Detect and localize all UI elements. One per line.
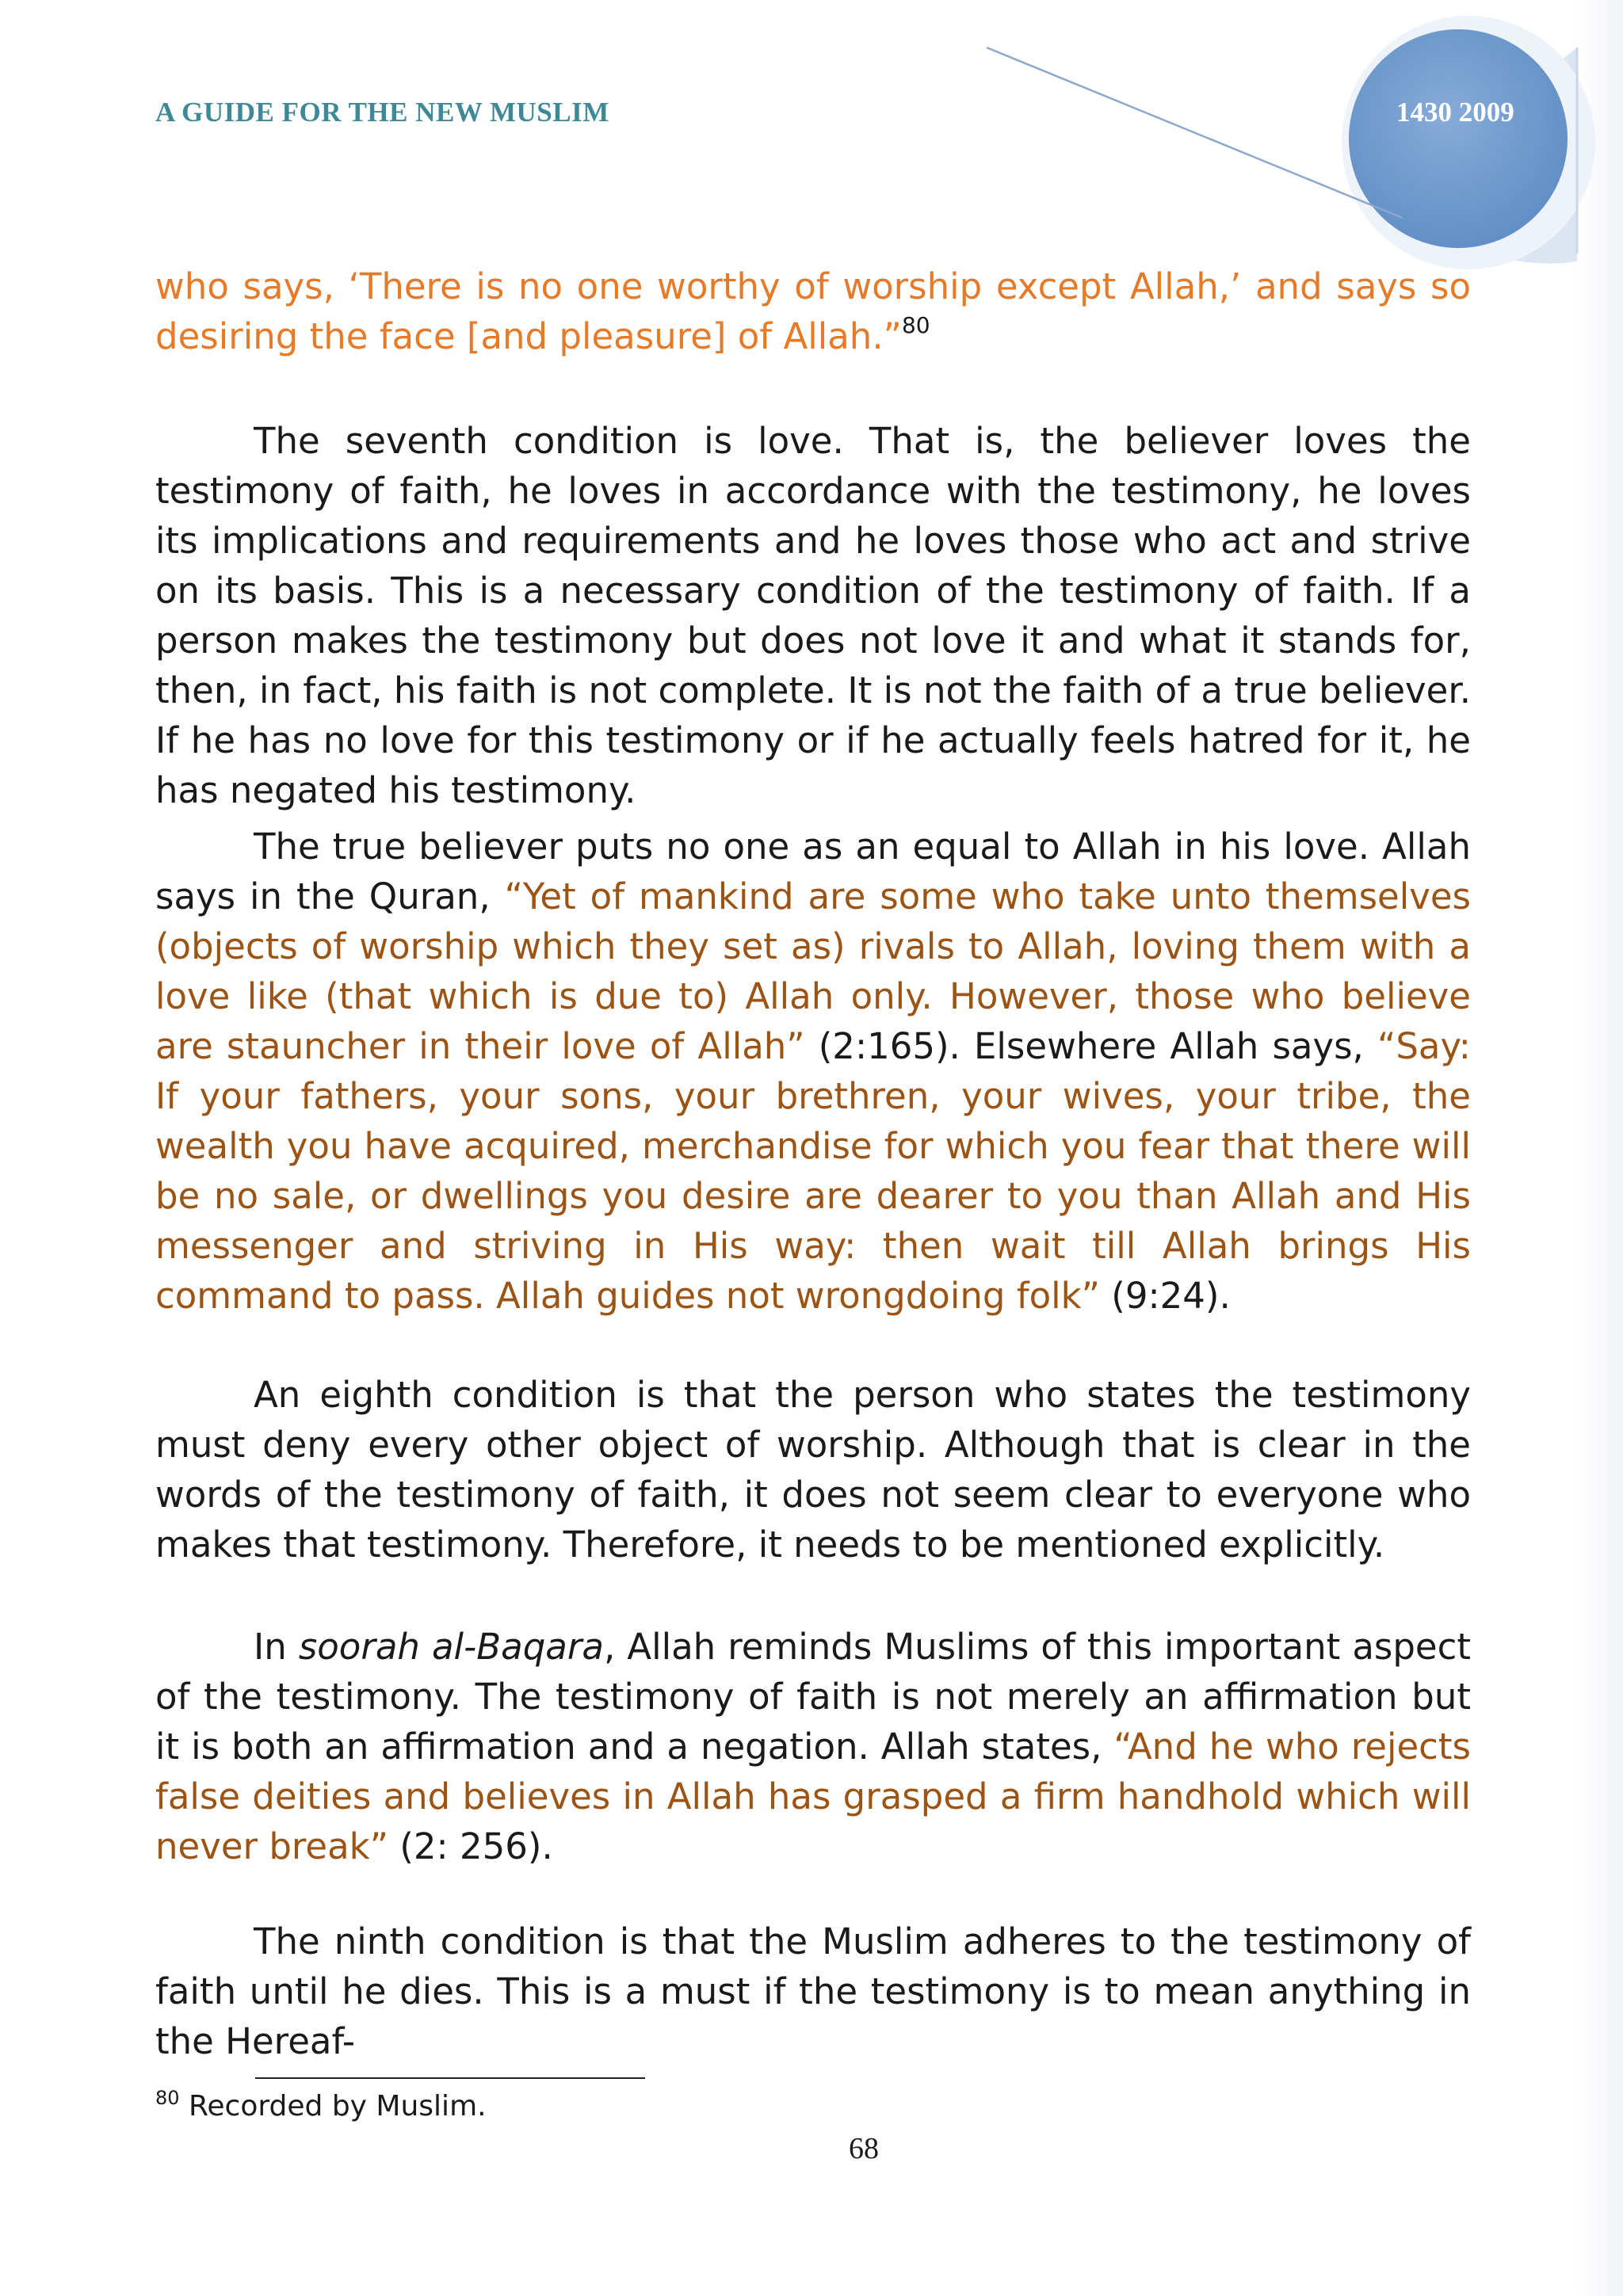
- surah-name: soorah al-Baqara: [298, 1626, 604, 1668]
- paragraph-opening-quote: [155, 261, 1471, 361]
- quran-quote: “And he who rejects false deities and believes in Allah has grasped a firm handhold which will never break”: [155, 1726, 1471, 1867]
- footnote-number: 80: [155, 2087, 180, 2109]
- header-circle: [1349, 29, 1568, 248]
- paragraph-intro: In: [254, 1626, 299, 1668]
- paragraph-intro: The true believer puts no one as an equal to Allah in his love. Allah says in the Quran,: [155, 826, 1471, 917]
- paragraph-seventh-condition: The seventh condition is love. That is, the believer loves the testimony of faith, he loves in accordance with the testimony, he loves its implications and requirements and he loves those who act and strive on its basis. This is a necessary condition of the testimony of faith. If a person makes the testimony but does not love it and what it stands for, then, in fact, his faith is not complete. It is not the faith of a true believer. If he has no love for this testimony or if he actually feels hatred for it, he has negated his testimony.: [155, 420, 1471, 811]
- page-number: 68: [849, 2132, 879, 2165]
- footnote-text: Recorded by Muslim.: [189, 2090, 487, 2122]
- verse-reference: (2: 256).: [388, 1825, 553, 1867]
- footnote-divider: [255, 2077, 645, 2079]
- quran-quote: “Yet of mankind are some who take unto themselves (objects of worship which they set as) rivals to Allah, loving them with a love like (that which is due to) Allah only. However, those who believe are stauncher in their love of Allah”: [155, 875, 1471, 1067]
- paragraph-ninth-condition: The ninth condition is that the Muslim adheres to the testimony of faith until he dies. This is a must if the testimony is to mean anything in the Hereaf-: [155, 1920, 1471, 2062]
- running-title: A GUIDE FOR THE NEW MUSLIM: [155, 97, 609, 128]
- page-edge-shading: [1575, 0, 1623, 2296]
- verse-reference: (9:24).: [1099, 1275, 1231, 1317]
- header-diagonal-line: [987, 48, 1403, 218]
- paragraph-no-equal: [155, 822, 1471, 1321]
- paragraph-baqara: [155, 1622, 1471, 1871]
- verse-reference: (2:165). Elsewhere Allah says,: [804, 1025, 1377, 1067]
- footnote-reference: 80: [901, 312, 930, 338]
- year-label: 1430 2009: [1396, 97, 1514, 128]
- quran-quote: “Say: If your fathers, your sons, your brethren, your wives, your tribe, the wealth you have acquired, merchandise for which you fear that there will be no sale, or dwellings you desire are dearer to you than Allah and His messenger and striving in His way: then wait till Allah brings His command to pass. Allah guides not wrongdoing folk”: [155, 1025, 1471, 1317]
- paragraph-text: , Allah reminds Muslims of this important aspect of the testimony. The testimony of faith is not merely an affirmation but it is both an affirmation and a negation. Allah states,: [155, 1626, 1471, 1768]
- paragraph-eighth-condition: An eighth condition is that the person who states the testimony must deny every other object of worship. Although that is clear in the words of the testimony of faith, it does not seem clear to everyone who makes that testimony. Therefore, it needs to be mentioned explicitly.: [155, 1374, 1471, 1566]
- hadith-quote: who says, ‘There is no one worthy of worship except Allah,’ and says so desiring the face [and pleasure] of Allah.”: [155, 265, 1471, 357]
- footnote: [155, 2087, 487, 2122]
